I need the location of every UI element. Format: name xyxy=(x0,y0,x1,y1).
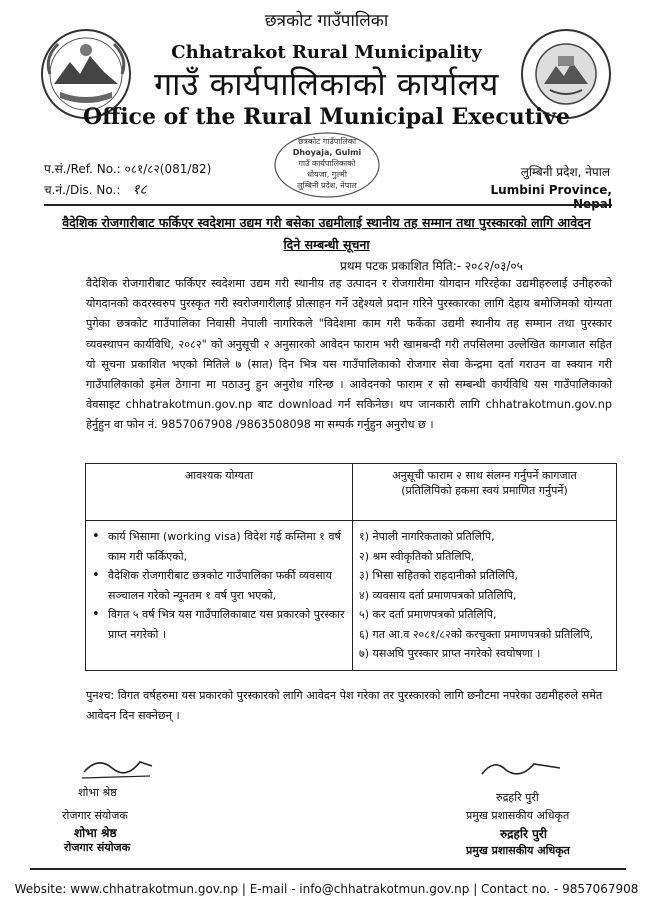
list-item: ३) भिसा सहितको राहदानीको प्रतिलिपि, xyxy=(359,569,518,582)
table-row xyxy=(86,521,617,671)
left-signer-name: शोभा श्रेष्ठ xyxy=(78,786,117,799)
list-item: २) श्रम स्वीकृतिको प्रतिलिपि, xyxy=(359,549,475,563)
list-item: • विगत ५ वर्ष भित्र यस गाउँपालिकाबाट यस प्रकारको पुरस्कार प्राप्त नगरेको । xyxy=(92,605,346,644)
list-item: ७) यसअघि पुरस्कार प्राप्त नगरेको स्वघोषणा । xyxy=(359,647,541,660)
header-nepali-municipality: छत्रकोट गाउँपालिका xyxy=(264,11,389,31)
left-signature-icon xyxy=(78,750,158,784)
right-stamp-name: रुद्रहरि पुरी xyxy=(500,827,547,841)
qualifications-cell xyxy=(86,521,353,671)
documents-cell xyxy=(353,521,617,671)
requirements-table xyxy=(85,463,617,671)
list-item: • वैदेशिक रोजगारीबाट छत्रकोट गाउँपालिका फर्की व्यवसाय सञ्चालन गरेको न्यूनतम १ वर्ष पुरा भएको, xyxy=(92,566,346,605)
right-signer-title: प्रमुख प्रशासकीय अधिकृत xyxy=(466,809,570,822)
right-signature-icon xyxy=(476,754,566,784)
postscript-note: पुनश्च: विगत वर्षहरुमा यस प्रकारको पुरस्कारको लागि आवेदन पेश गरेका तर पुरस्कारको लागि छनौटमा नपरेका उद्यमीहरुले समेत आवेदन दिन सक्नेछन् । xyxy=(86,689,603,722)
stamp-line-4: धोयजा, गुल्मी xyxy=(307,170,347,179)
notice-body: वैदेशिक रोजगारीबाट फर्किएर स्वदेशमा उद्यम गरी स्थानीय तह उत्पादन र रोजगारीमा योगदान गरिरहेका उद्यमीहरुलाई उनीहरुको योगदानको कदरस्वरुप पुरस्कृत गरी स्वरोजगारीलाई प्रोत्साहन गर्ने उद्देश्यले प्रदान गरिने पुरस्कारका लागि देहाय बमोजिमको योग्यता पुगेका छत्रकोट गाउँपालिका निवासी नेपाली नागरिकले "विदेशमा काम गरी फर्केका उद्यमी स्थानीय तह सम्मान तथा पुरस्कार व्यवस्थापन कार्यविधि, २०८२" को अनुसूची २ अनुसारको आवेदन फाराम भरी खामबन्दी गरी तपसिलमा उल्लेखित कागजात सहित यो सूचना प्रकाशित भएको मितिले ७ (सात) दिन भित्र यस गाउँपालिकाको रोजगार सेवा केन्द्रमा दर्ता गराउन वा स्क्यान गरी गाउँपालिकाको इमेल ठेगाना मा पठाउनु हुन अनुरोध गरिन्छ । आवेदनको फाराम र सो सम्बन्धी कार्यविधि यस गाउँपालिकाको वेवसाइट chhatrakotmun.gov.np बाट download गर्न सकिनेछ। थप जानकारी लागि chhatrakotmun.gov.np हेर्नुहुन वा फोन नं. 9857067908 /9863508098 मा सम्पर्क गर्नुहुन अनुरोध छ । xyxy=(86,277,612,432)
left-stamp-name: शोभा श्रेष्ठ xyxy=(74,826,117,840)
stamp-line-1: छत्रकोट गाउँपालिका xyxy=(297,137,357,146)
right-signer-name: रुद्रहरि पुरी xyxy=(496,791,539,804)
office-stamp-text xyxy=(272,136,382,191)
header-english-municipality: Chhatrakot Rural Municipality xyxy=(171,42,482,63)
footer-contact: Website: www.chhatrakotmun.gov.np | E-mail - info@chhatrakotmun.gov.np | Contact no. - 9857067908 xyxy=(14,882,639,896)
list-item: ६) गत आ.व २०८१/८२को करचुक्ता प्रमाणपत्रको प्रतिलिपि, xyxy=(359,627,594,641)
documents-header-line-2: (प्रतिलिपिको हकमा स्वयं प्रमाणित गर्नुपर्ने) xyxy=(401,484,568,497)
dispatch-number-label: च.नं./Dis. No.: xyxy=(44,183,121,197)
list-item: १) नेपाली नागरिकताको प्रतिलिपि, xyxy=(359,530,495,543)
documents-header-line-1: अनुसूची फाराम २ साथ संलग्न गर्नुपर्ने कागजात xyxy=(392,469,577,482)
list-item: ४) व्यवसाय दर्ता प्रमाणपत्रको प्रतिलिपि, xyxy=(359,588,517,602)
list-item: ५) कर दर्ता प्रमाणपत्रको प्रतिलिपि, xyxy=(359,608,497,621)
header-divider xyxy=(44,204,612,206)
documents-header xyxy=(353,464,617,521)
header-english-office: Office of the Rural Municipal Executive xyxy=(82,104,571,130)
qualification-header: आवश्यक योग्यता xyxy=(86,464,353,521)
footer-divider xyxy=(30,868,626,870)
header-nepali-office: गाउँ कार्यपालिकाको कार्यालय xyxy=(154,65,499,103)
stamp-line-5: लुम्बिनी प्रदेश, नेपाल xyxy=(297,181,357,190)
notice-title: वैदेशिक रोजगारीबाट फर्किएर स्वदेशमा उद्यम गरी बसेका उद्यमीलाई स्थानीय तह सम्मान तथा पुरस्कारको लागि आवेदन दिने सम्बन्धी सूचना xyxy=(62,215,591,252)
stamp-line-2: Dhoyaja, Gulmi xyxy=(292,148,362,157)
right-stamp-title: प्रमुख प्रशासकीय अधिकृत xyxy=(466,844,570,857)
left-stamp-title: रोजगार संयोजक xyxy=(64,841,131,854)
dispatch-number xyxy=(44,180,147,199)
province-english: Lumbini Province, Nepal xyxy=(490,183,612,211)
ref-number: प.सं./Ref. No.: ०८१/८२(081/82) xyxy=(44,162,212,176)
left-signer-title: रोजगार संयोजक xyxy=(62,809,128,822)
list-item: • कार्य भिसामा (working visa) विदेश गई कम्तिमा १ वर्ष काम गरी फर्किएको, xyxy=(92,527,346,566)
table-header-row xyxy=(86,464,617,521)
dispatch-number-value: १८ xyxy=(132,182,147,198)
stamp-line-3: गाउँ कार्यपालिकाको xyxy=(298,159,356,168)
published-date: प्रथम पटक प्रकाशित मिति:- २०८२/०३/०५ xyxy=(340,259,523,273)
province-nepali: लुम्बिनी प्रदेश, नेपाल xyxy=(520,165,610,179)
